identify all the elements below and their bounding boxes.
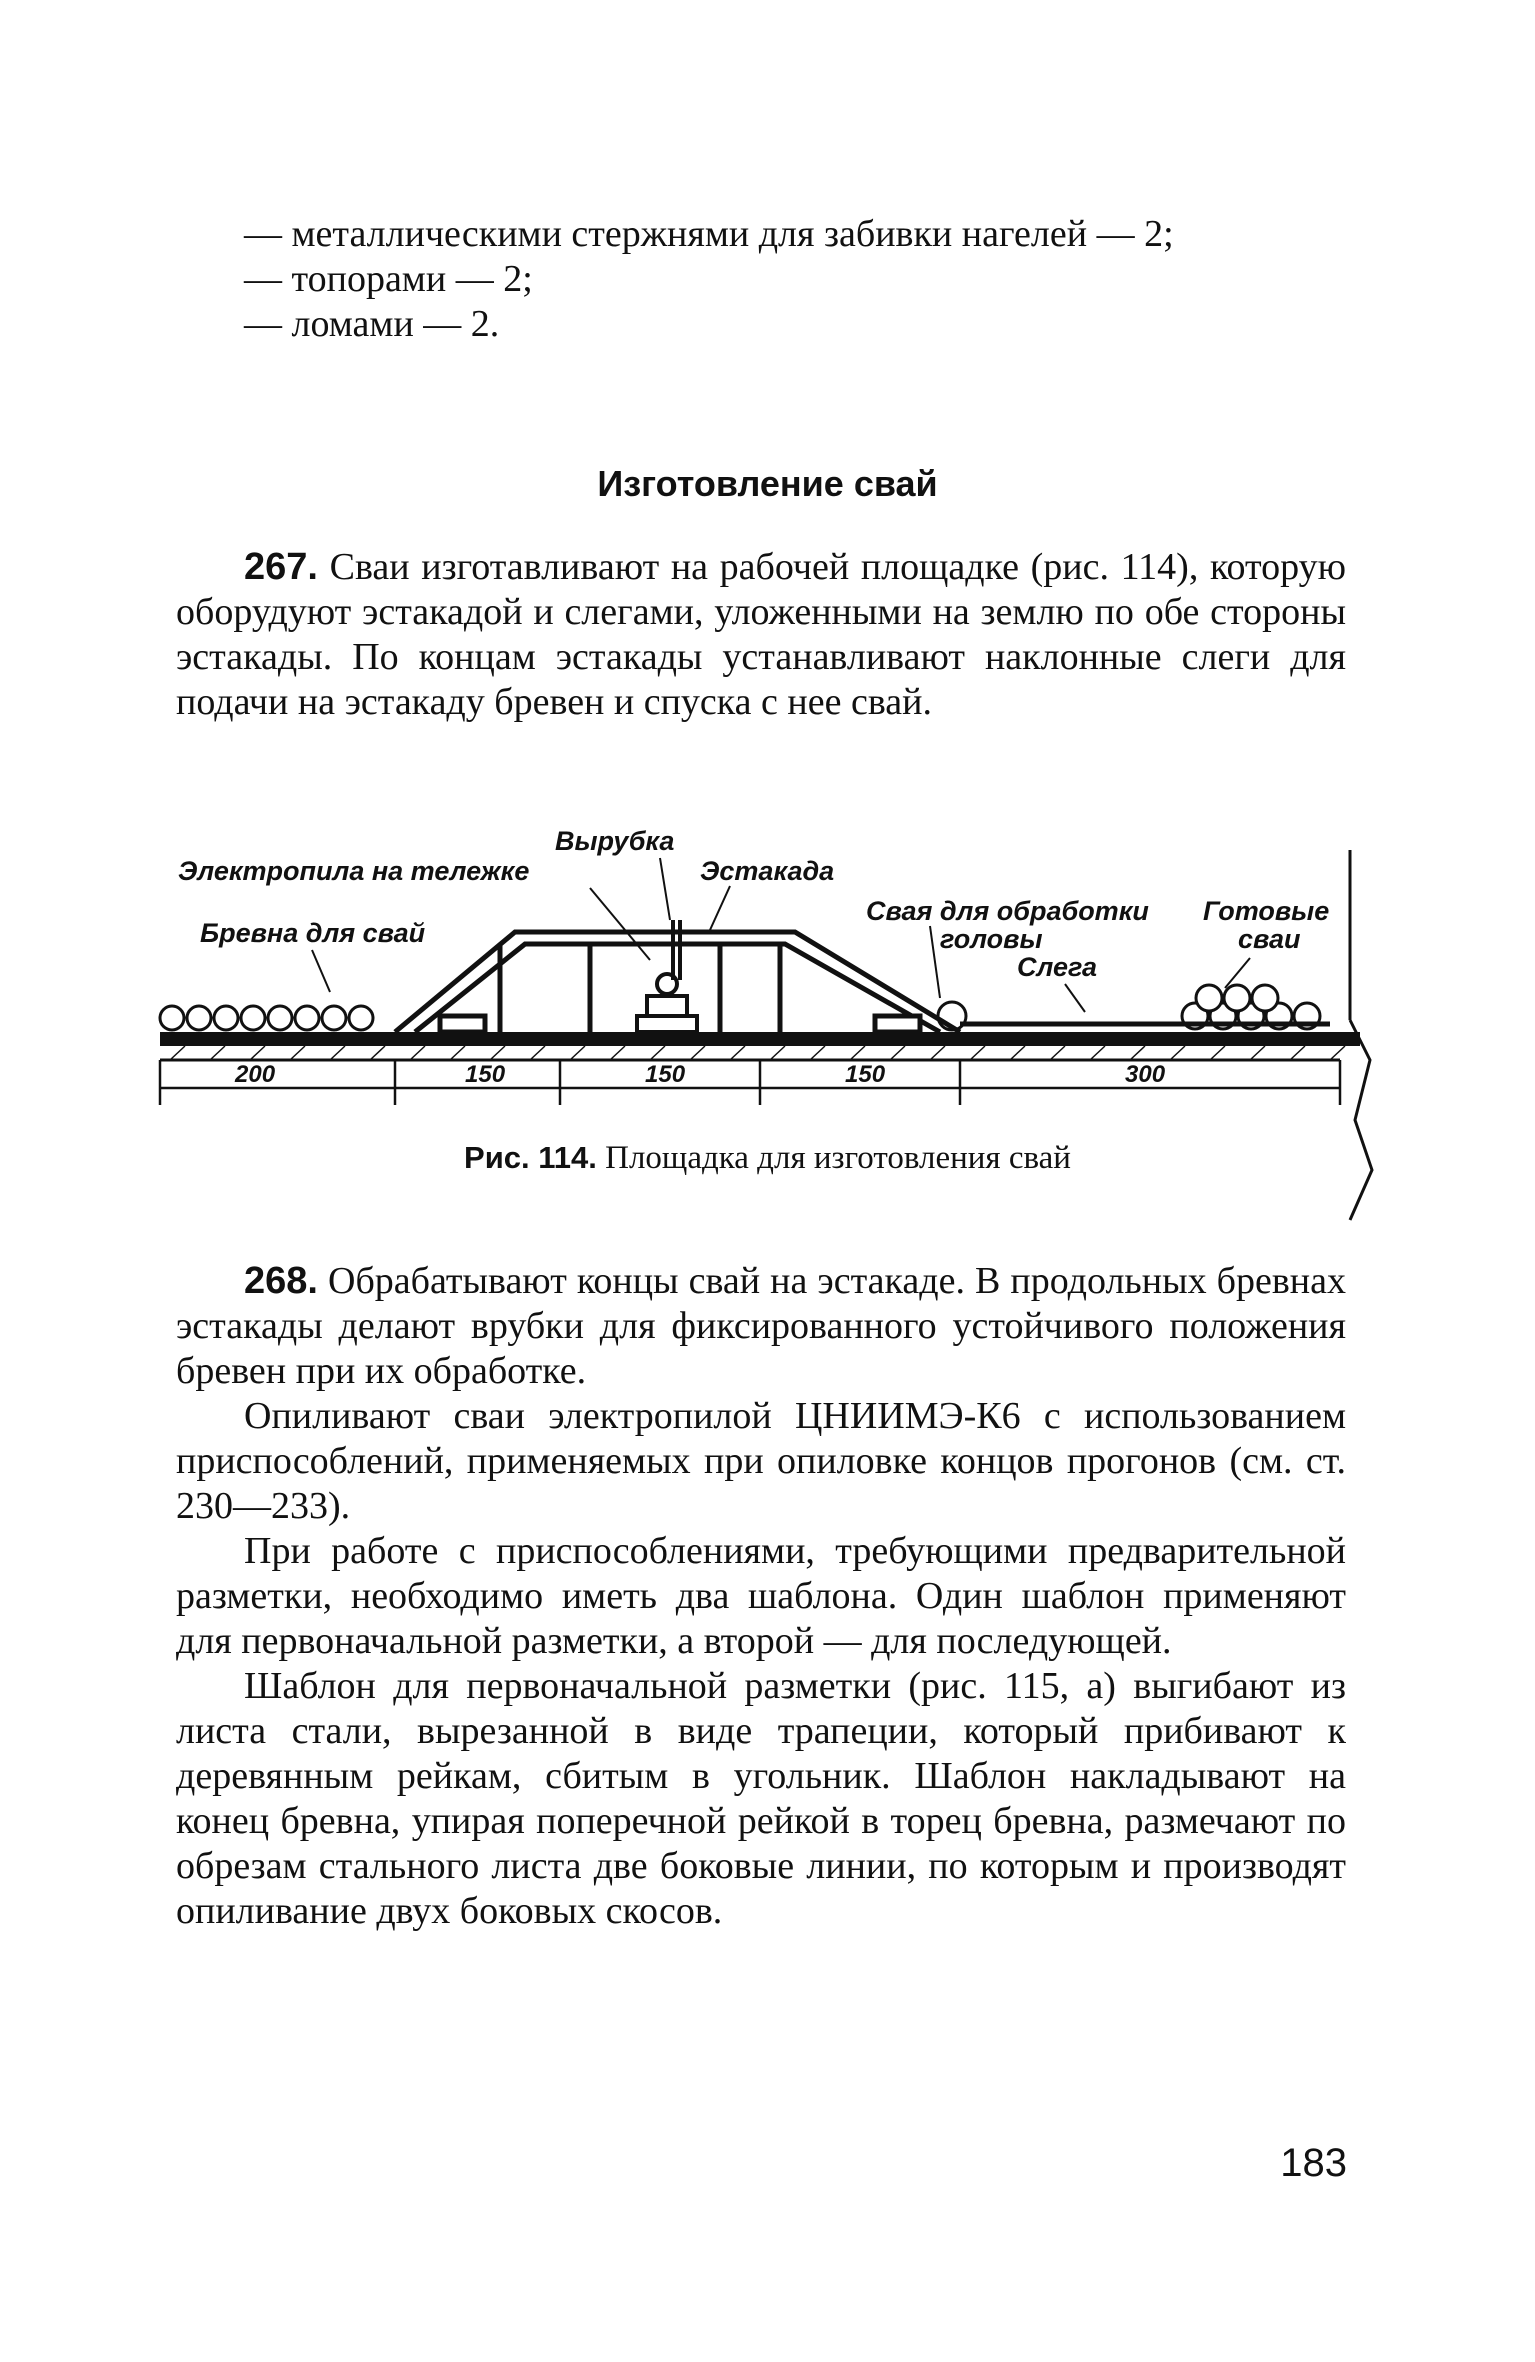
label-brevna: Бревна для свай bbox=[200, 918, 426, 948]
label-electrosaw: Электропила на тележке bbox=[178, 856, 530, 886]
dim-label: 150 bbox=[465, 1061, 506, 1088]
section-heading: Изготовление свай bbox=[597, 463, 938, 504]
saw-trolley bbox=[637, 920, 697, 1032]
figure-caption bbox=[0, 1138, 1535, 1178]
paragraph-text: Обрабатывают концы свай на эстакаде. В продольных бревнах эстакады делают врубки для фиксированного устойчивого положения бревен при их обработке. bbox=[176, 1260, 1346, 1392]
paragraph: Шаблон для первоначальной разметки (рис. 115, а) выгибают из листа стали, вырезанной в виде трапеции, который прибивают к деревянным рейкам, сбитым в угольник. Шаблон накладывают на конец бревна, упирая поперечной рейкой в торец бревна, размечают по обрезам стального листа две боковые линии, по которым и производят опиливание двух боковых скосов. bbox=[176, 1665, 1346, 1932]
paragraph-number: 267. bbox=[244, 546, 318, 588]
label-svai: сваи bbox=[1238, 924, 1301, 954]
body-section bbox=[176, 1259, 1346, 1934]
page-number: 183 bbox=[1280, 2141, 1347, 2185]
log-pile-left bbox=[160, 1006, 373, 1030]
list-item: — ломами — 2. bbox=[244, 303, 500, 345]
paragraph-text: Сваи изготавливают на рабочей площадке (рис. 114), которую оборудуют эстакадой и слегами, уложенными на землю по обе стороны эстакады. По концам эстакады устанавливают наклонные слеги для подачи на эстакаду бревен и спуска с нее свай. bbox=[176, 546, 1346, 723]
label-golovy: головы bbox=[940, 924, 1043, 954]
label-estakada: Эстакада bbox=[700, 856, 835, 886]
dim-label: 150 bbox=[645, 1061, 686, 1088]
dim-label: 200 bbox=[235, 1061, 276, 1088]
paragraph-267 bbox=[176, 545, 1346, 725]
dim-label: 150 bbox=[845, 1061, 886, 1088]
caption-prefix: Рис. 114. bbox=[464, 1140, 597, 1175]
label-gotovye: Готовые bbox=[1203, 896, 1330, 926]
ground bbox=[160, 1032, 1360, 1060]
paragraph: При работе с приспособлениями, требующими предварительной разметки, необходимо иметь два шаблона. Один шаблон применяют для первоначальной разметки, а второй — для последующей. bbox=[176, 1530, 1346, 1662]
list-item: — металлическими стержнями для забивки нагелей — 2; bbox=[244, 213, 1174, 255]
label-svaya: Свая для обработки bbox=[866, 896, 1149, 926]
label-slega: Слега bbox=[1017, 952, 1098, 982]
caption-text: Площадка для изготовления свай bbox=[596, 1140, 1071, 1176]
label-vyrubka: Вырубка bbox=[555, 826, 675, 856]
dim-label: 300 bbox=[1125, 1061, 1166, 1088]
paragraph: Опиливают сваи электропилой ЦНИИМЭ-К6 с использованием приспособлений, применяемых при опиловке концов прогонов (см. ст. 230—233). bbox=[176, 1395, 1346, 1527]
tools-list bbox=[176, 212, 1346, 347]
list-item: — топорами — 2; bbox=[244, 258, 533, 300]
paragraph-number: 268. bbox=[244, 1260, 318, 1302]
